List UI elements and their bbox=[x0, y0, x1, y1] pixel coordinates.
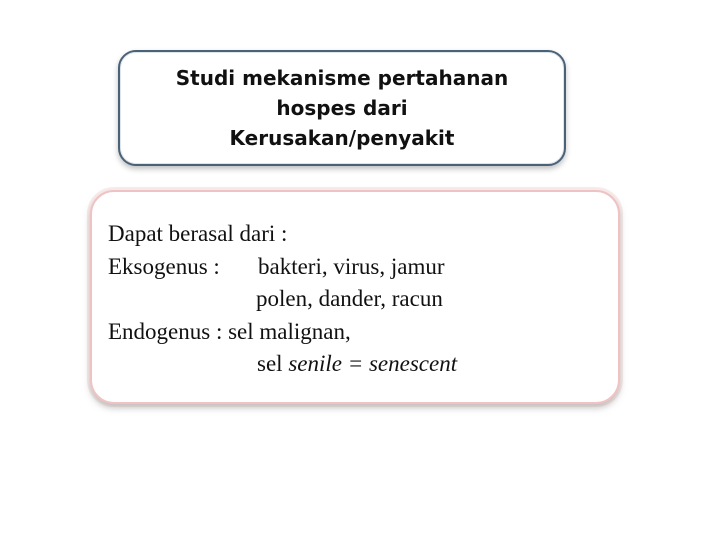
exogenous-line-1: bakteri, virus, jamur bbox=[258, 253, 445, 279]
title-line-3: Kerusakan/penyakit bbox=[229, 126, 455, 150]
endogenous-label: Endogenus : sel malignan, bbox=[108, 318, 351, 344]
endogenous-line-2-prefix: sel bbox=[257, 351, 289, 376]
title-line-2: hospes dari bbox=[276, 96, 408, 120]
endogenous-line-2-italic: senile = senescent bbox=[288, 351, 458, 376]
title-box bbox=[118, 50, 566, 166]
endogenous-line-2 bbox=[257, 348, 457, 381]
exogenous-line-2: polen, dander, racun bbox=[256, 286, 443, 311]
content-box bbox=[90, 190, 620, 404]
title-line-1: Studi mekanisme pertahanan bbox=[175, 66, 509, 90]
exogenous-label: Eksogenus : bbox=[108, 253, 220, 279]
intro-text: Dapat berasal dari : bbox=[108, 221, 288, 246]
